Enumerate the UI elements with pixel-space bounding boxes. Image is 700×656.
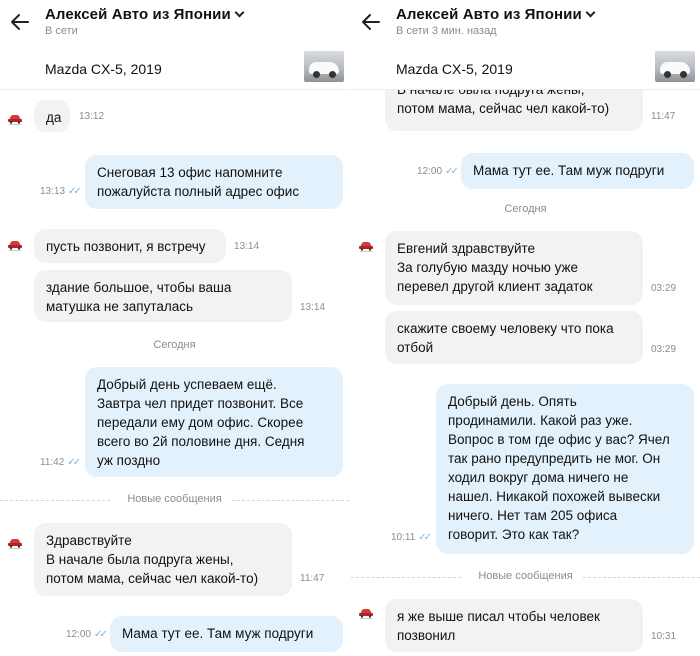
listing-title[interactable]: Mazda CX-5, 2019 — [396, 61, 513, 77]
online-status: В сети — [45, 25, 78, 37]
seller-avatar-icon — [6, 536, 24, 550]
message-outgoing[interactable]: Мама тут ее. Там муж подруги — [110, 616, 343, 652]
message-time: 03:29 — [651, 283, 677, 294]
seller-avatar-icon — [357, 606, 375, 620]
chevron-down-icon — [585, 8, 595, 18]
double-check-icon: ✓✓ — [418, 532, 430, 543]
message-time: 12:00 ✓✓ — [417, 166, 456, 177]
message-incoming[interactable]: Евгений здравствуйте За голубую мазду ночью уже перевел другой клиент задаток — [385, 231, 643, 305]
listing-title[interactable]: Mazda CX-5, 2019 — [45, 61, 162, 77]
message-time: 13:14 — [234, 241, 260, 252]
message-time: 11:47 — [300, 573, 325, 584]
seller-avatar-icon — [357, 239, 375, 253]
chat-panel-left — [0, 0, 349, 656]
message-outgoing[interactable]: Мама тут ее. Там муж подруги — [461, 153, 694, 189]
message-incoming[interactable]: здание большое, чтобы ваша матушка не запуталась — [34, 270, 292, 322]
double-check-icon: ✓✓ — [445, 166, 456, 177]
message-time: 11:47 — [651, 111, 676, 122]
seller-avatar-icon — [6, 112, 24, 126]
chat-header — [0, 0, 349, 90]
message-incoming[interactable]: я же выше писал чтобы человек позвонил — [385, 599, 643, 652]
message-incoming[interactable]: да — [34, 100, 70, 132]
message-incoming[interactable]: пусть позвонит, я встречу — [34, 229, 226, 263]
message-time: 12:00 ✓✓ — [66, 629, 105, 640]
message-list[interactable] — [351, 91, 700, 656]
double-check-icon: ✓✓ — [67, 457, 79, 468]
message-time: 13:14 — [300, 302, 326, 313]
message-time: 13:13 ✓✓ — [40, 186, 79, 197]
message-incoming[interactable]: скажите своему человеку что пока отбой — [385, 311, 643, 364]
message-outgoing[interactable]: Добрый день успеваем ещё. Завтра чел придет позвонит. Все передали ему дом офис. Скорее всего во 2й половине дня. Седня уж поздно — [85, 367, 343, 477]
seller-avatar-icon — [6, 238, 24, 252]
double-check-icon: ✓✓ — [68, 186, 79, 197]
message-time: 10:11 ✓✓ — [391, 532, 430, 543]
car-photo-thumbnail[interactable] — [304, 51, 344, 82]
contact-name[interactable]: Алексей Авто из Японии — [45, 6, 243, 23]
message-outgoing[interactable]: Снеговая 13 офис напомните пожалуйста полный адрес офис — [85, 155, 343, 209]
date-separator: Сегодня — [504, 203, 547, 215]
message-incoming[interactable]: Здравствуйте В начале была подруга жены, потом мама, сейчас чел какой-то) — [34, 523, 292, 596]
contact-name[interactable]: Алексей Авто из Японии — [396, 6, 594, 23]
chevron-down-icon — [234, 8, 244, 18]
back-arrow-icon[interactable] — [359, 10, 383, 34]
car-photo-thumbnail[interactable] — [655, 51, 695, 82]
message-time: 11:42 ✓✓ — [40, 457, 79, 468]
chat-header — [351, 0, 700, 90]
chat-panel-right — [351, 0, 700, 656]
message-outgoing[interactable]: Добрый день. Опять продинамили. Какой раз уже. Вопрос в том где офис у вас? Ячел так рано предупредить не мог. Он ходил вокруг дома ничего не нашел. Никакой похожей вывески ничего. Нет там 205 офиса говорит. Это как так? — [436, 384, 694, 554]
message-time: 10:31 — [651, 631, 677, 642]
new-messages-separator: Новые сообщения — [351, 570, 700, 584]
double-check-icon: ✓✓ — [94, 629, 105, 640]
message-list[interactable] — [0, 91, 349, 656]
message-time: 03:29 — [651, 344, 677, 355]
message-incoming[interactable]: потом мама, сейчас чел какой-то) — [385, 79, 643, 131]
back-arrow-icon[interactable] — [8, 10, 32, 34]
online-status: В сети 3 мин. назад — [396, 25, 497, 37]
new-messages-separator: Новые сообщения — [0, 493, 349, 507]
message-time: 13:12 — [79, 111, 105, 122]
date-separator: Сегодня — [153, 339, 196, 351]
